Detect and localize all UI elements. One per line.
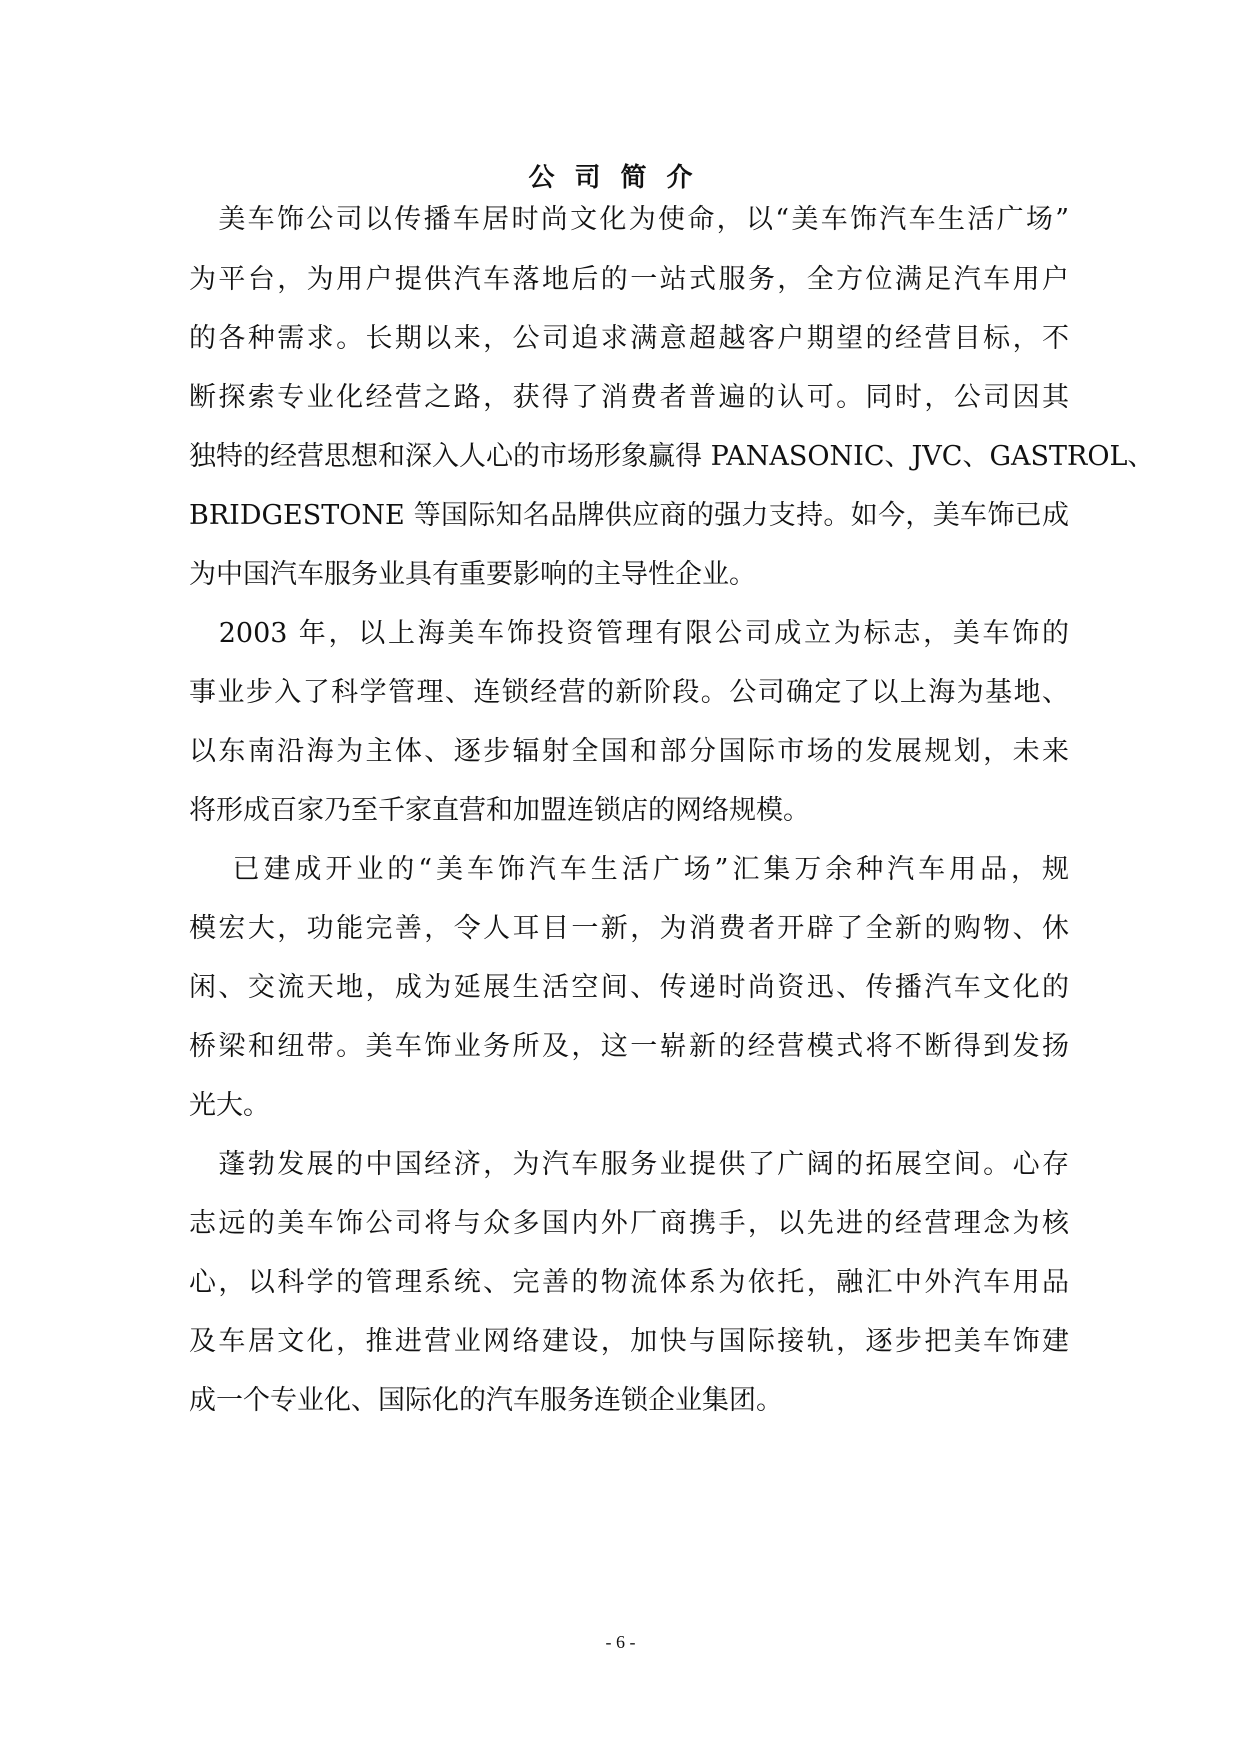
text-line: 断探索专业化经营之路，获得了消费者普遍的认可。同时，公司因其 — [189, 382, 1069, 413]
text-line: 独特的经营思想和深入人心的市场形象赢得 PANASONIC、JVC、GASTROL、 — [189, 441, 1155, 472]
text-line: 以东南沿海为主体、逐步辐射全国和部分国际市场的发展规划，未来 — [189, 736, 1069, 767]
text-line: 及车居文化，推进营业网络建设，加快与国际接轨，逐步把美车饰建 — [189, 1326, 1069, 1357]
page-number: - 6 - — [605, 1632, 636, 1652]
text-line: 的各种需求。长期以来，公司追求满意超越客户期望的经营目标，不 — [189, 323, 1069, 354]
text-line: 为平台，为用户提供汽车落地后的一站式服务，全方位满足汽车用户 — [189, 264, 1069, 295]
text-line: 心，以科学的管理系统、完善的物流体系为依托，融汇中外汽车用品 — [189, 1267, 1069, 1298]
text-line: 美车饰公司以传播车居时尚文化为使命，以“美车饰汽车生活广场” — [189, 204, 1069, 235]
text-line: 已建成开业的“美车饰汽车生活广场”汇集万余种汽车用品，规 — [189, 854, 1069, 885]
text-line: 志远的美车饰公司将与众多国内外厂商携手，以先进的经营理念为核 — [189, 1208, 1069, 1239]
text-line: 闲、交流天地，成为延展生活空间、传递时尚资迅、传播汽车文化的 — [189, 972, 1069, 1003]
page-title: 公司简介 — [528, 163, 713, 193]
text-line: 蓬勃发展的中国经济，为汽车服务业提供了广阔的拓展空间。心存 — [189, 1149, 1069, 1180]
text-line: 2003 年，以上海美车饰投资管理有限公司成立为标志，美车饰的 — [189, 618, 1069, 649]
text-line: 为中国汽车服务业具有重要影响的主导性企业。 — [189, 559, 756, 590]
text-line: 桥梁和纽带。美车饰业务所及，这一崭新的经营模式将不断得到发扬 — [189, 1031, 1069, 1062]
text-line: 事业步入了科学管理、连锁经营的新阶段。公司确定了以上海为基地、 — [189, 677, 1069, 708]
text-line: BRIDGESTONE 等国际知名品牌供应商的强力支持。如今，美车饰已成 — [189, 500, 1069, 531]
text-line: 将形成百家乃至千家直营和加盟连锁店的网络规模。 — [189, 795, 810, 826]
text-line: 光大。 — [189, 1090, 270, 1121]
text-line: 成一个专业化、国际化的汽车服务连锁企业集团。 — [189, 1385, 783, 1416]
text-line: 模宏大，功能完善，令人耳目一新，为消费者开辟了全新的购物、休 — [189, 913, 1069, 944]
